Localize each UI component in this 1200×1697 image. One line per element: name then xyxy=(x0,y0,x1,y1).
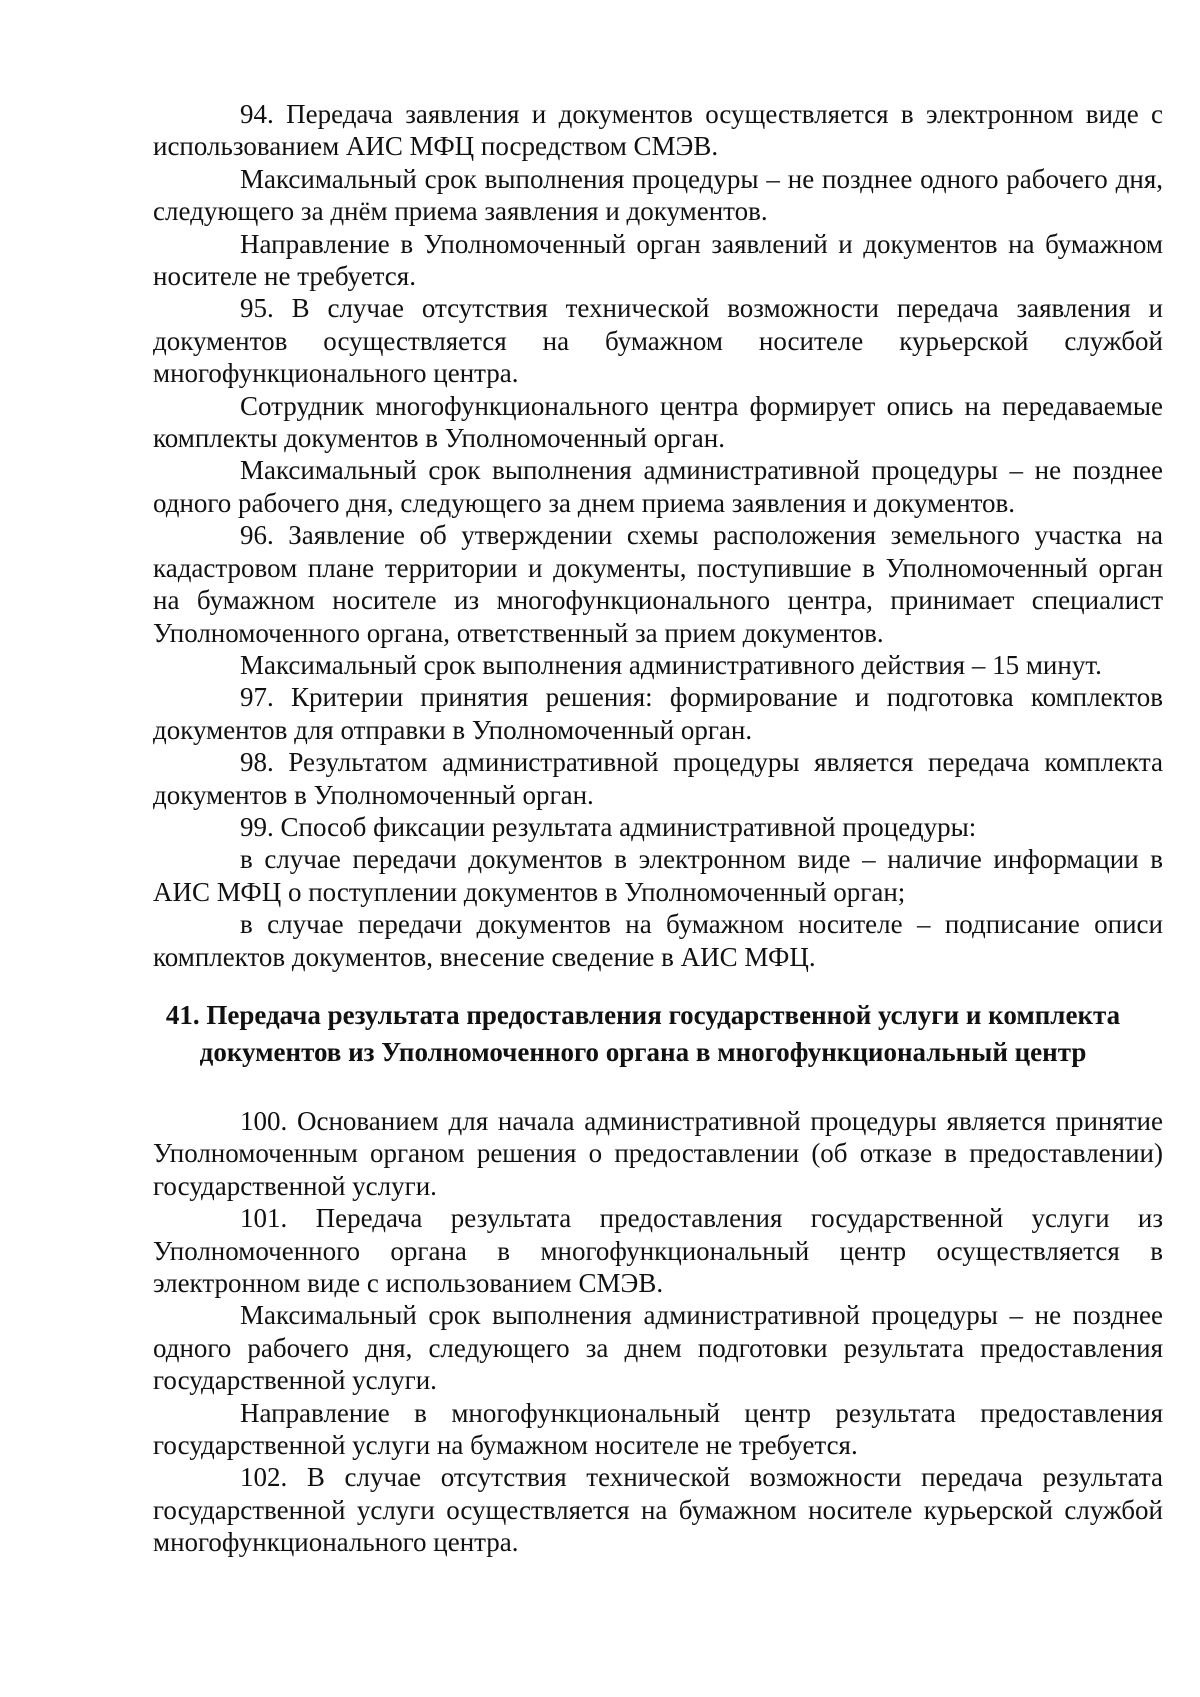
paragraph-99: 99. Способ фиксации результата административной процедуры: xyxy=(240,811,977,842)
paragraph-101: 101. Передача результата предоставления государственной услуги из Уполномоченного органа в многофункциональный центр осуществляется в электронном виде с использованием СМЭВ. xyxy=(153,1203,1163,1298)
paragraph-94-deadline: Максимальный срок выполнения процедуры – не позднее одного рабочего дня, следующего за днём приема заявления и документов. xyxy=(153,163,1163,227)
paragraph-98: 98. Результатом административной процедуры является передача комплекта документов в Уполномоченный орган. xyxy=(153,747,1163,810)
paragraph-95: 95. В случае отсутствия технической возможности передача заявления и документов осуществляется на бумажном носителе курьерской службой многофункционального центра. xyxy=(153,293,1163,389)
paragraph-99-electronic: в случае передачи документов в электронном виде – наличие информации в АИС МФЦ о поступлении документов в Уполномоченный орган; xyxy=(153,844,1163,907)
paragraph-96-deadline: Максимальный срок выполнения административного действия – 15 минут. xyxy=(240,649,1102,680)
paragraph-101-paper-not-required: Направление в многофункциональный центр результата предоставления государственной услуги на бумажном носителе не требуется. xyxy=(153,1397,1163,1461)
paragraph-100: 100. Основанием для начала административной процедуры является принятие Уполномоченным органом решения о предоставлении (об отказе в предоставлении) государственной услуги. xyxy=(153,1105,1163,1201)
paragraph-102: 102. В случае отсутствия технической возможности передача результата государственной услуги осуществляется на бумажном носителе курьерской службой многофункционального центра. xyxy=(153,1462,1163,1558)
paragraph-95-inventory: Сотрудник многофункционального центра формирует опись на передаваемые комплекты документов в Уполномоченный орган. xyxy=(153,390,1163,454)
paragraph-94-paper-not-required: Направление в Уполномоченный орган заявлений и документов на бумажном носителе не требуется. xyxy=(153,228,1163,292)
paragraph-97: 97. Критерии принятия решения: формирование и подготовка комплектов документов для отправки в Уполномоченный орган. xyxy=(153,682,1163,745)
section-heading-41: 41. Передача результата предоставления государственной услуги и комплекта документов из Уполномоченного органа в многофункциональный центр xyxy=(165,999,1121,1067)
paragraph-99-paper: в случае передачи документов на бумажном носителе – подписание описи комплектов документов, внесение сведение в АИС МФЦ. xyxy=(153,909,1163,972)
paragraph-101-deadline: Максимальный срок выполнения административной процедуры – не позднее одного рабочего дня, следующего за днем подготовки результата предоставления государственной услуги. xyxy=(153,1300,1163,1396)
document-page xyxy=(153,98,1163,1559)
paragraph-96: 96. Заявление об утверждении схемы расположения земельного участка на кадастровом плане территории и документы, поступившие в Уполномоченный орган на бумажном носителе из многофункционального центра, принимает специалист Уполномоченного органа, ответственный за прием документов. xyxy=(153,520,1163,648)
paragraph-95-deadline: Максимальный срок выполнения административной процедуры – не позднее одного рабочего дня, следующего за днем приема заявления и документов. xyxy=(153,455,1163,518)
paragraph-94: 94. Передача заявления и документов осуществляется в электронном виде с использованием АИС МФЦ посредством СМЭВ. xyxy=(153,99,1163,162)
